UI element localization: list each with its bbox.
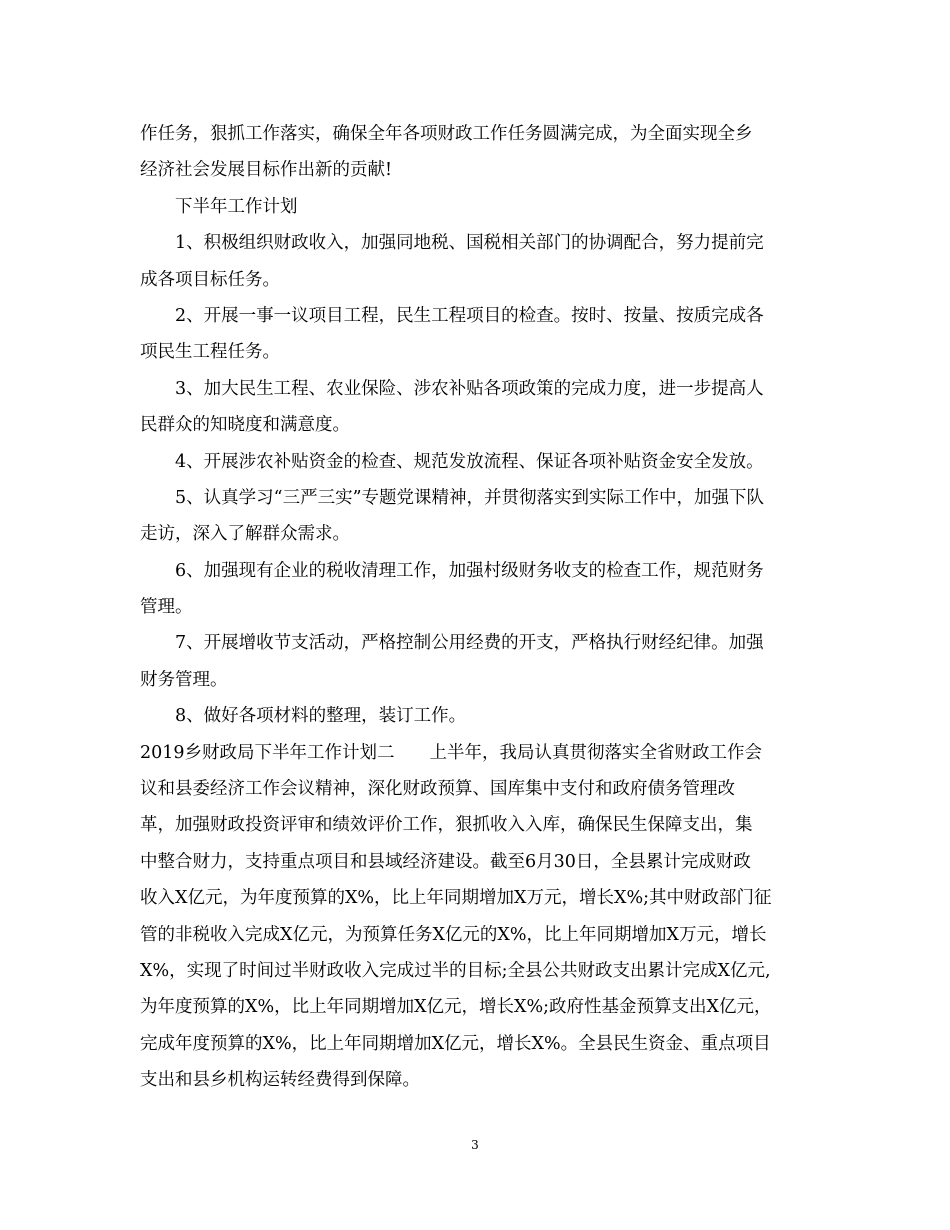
text-line: 完成年度预算的X%，比上年同期增加X亿元，增长X%。全县民生资金、重点项目 xyxy=(140,1033,771,1054)
text-line: 支出和县乡机构运转经费得到保障。 xyxy=(140,1070,420,1091)
text-line: 项民生工程任务。 xyxy=(140,342,280,363)
text-line: 民群众的知晓度和满意度。 xyxy=(140,415,350,436)
text-line: 为年度预算的X%，比上年同期增加X亿元，增长X%;政府性基金预算支出X亿元， xyxy=(140,997,772,1018)
text-line: 作任务，狠抓工作落实，确保全年各项财政工作任务圆满完成，为全面实现全乡 xyxy=(140,124,753,144)
text-line: 财务管理。 xyxy=(140,669,228,690)
text-line: 3、加大民生工程、农业保险、涉农补贴各项政策的完成力度，进一步提高人 xyxy=(175,378,764,399)
text-line: 1、积极组织财政收入，加强同地税、国税相关部门的协调配合，努力提前完 xyxy=(175,233,764,254)
text-line: X%，实现了时间过半财政收入完成过半的目标;全县公共财政支出累计完成X亿元, xyxy=(140,960,771,981)
text-line: 收入X亿元，为年度预算的X%，比上年同期增加X万元，增长X%;其中财政部门征 xyxy=(140,888,772,909)
text-line: 8、做好各项材料的整理，装订工作。 xyxy=(175,706,467,727)
text-line: 2019乡财政局下半年工作计划二 上半年，我局认真贯彻落实全省财政工作会 xyxy=(140,742,763,763)
text-line: 5、认真学习“三严三实”专题党课精神，并贯彻落实到实际工作中，加强下队 xyxy=(175,487,765,508)
document-body xyxy=(140,116,812,1099)
page-number: 3 xyxy=(471,1138,479,1152)
text-line: 7、开展增收节支活动，严格控制公用经费的开支，严格执行财经纪律。加强 xyxy=(175,633,764,654)
text-line: 经济社会发展目标作出新的贡献! xyxy=(140,160,393,181)
text-line: 2、开展一事一议项目工程，民生工程项目的检查。按时、按量、按质完成各 xyxy=(175,305,764,326)
text-line: 4、开展涉农补贴资金的检查、规范发放流程、保证各项补贴资金安全发放。 xyxy=(175,451,764,472)
text-line: 6、加强现有企业的税收清理工作，加强村级财务收支的检查工作，规范财务 xyxy=(175,560,764,581)
text-line: 管理。 xyxy=(140,597,193,618)
text-line: 成各项目标任务。 xyxy=(140,269,280,290)
text-line: 中整合财力，支持重点项目和县域经济建设。截至6月30日，全县累计完成财政 xyxy=(140,851,751,872)
text-line: 管的非税收入完成X亿元，为预算任务X亿元的X%，比上年同期增加X万元，增长 xyxy=(140,924,767,945)
text-line: 走访，深入了解群众需求。 xyxy=(140,524,350,545)
text-line: 下半年工作计划 xyxy=(175,196,298,217)
text-line: 议和县委经济工作会议精神，深化财政预算、国库集中支付和政府债务管理改 xyxy=(140,779,735,800)
text-line: 革，加强财政投资评审和绩效评价工作，狠抓收入入库，确保民生保障支出，集 xyxy=(140,815,753,836)
